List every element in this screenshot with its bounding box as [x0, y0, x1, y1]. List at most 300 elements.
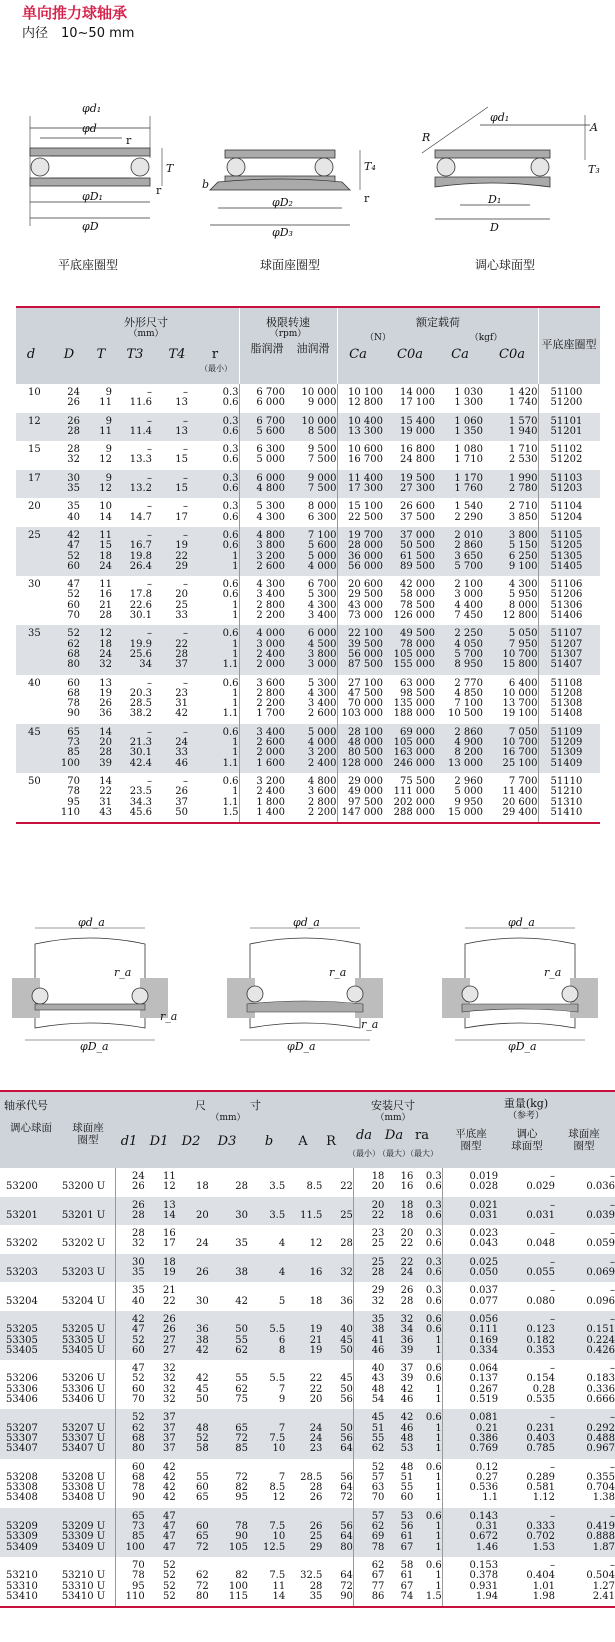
- cell-o: 5 000 4 000 3 200 2 400: [285, 724, 337, 773]
- cell-ca: 11 400 17 300: [337, 470, 383, 499]
- cell-ca: 22 100 39 500 56 000 87 500: [337, 625, 383, 674]
- cell-c2: 53200 U: [61, 1181, 106, 1193]
- cell-T4: – 19 22 29: [152, 527, 188, 576]
- cell-R: 56 64 72: [340, 1471, 353, 1504]
- cell-w3: – 0.292 0.488 0.967: [555, 1409, 615, 1458]
- cell-T: 9 12: [80, 470, 112, 499]
- cell-T: 9 11: [80, 413, 112, 442]
- cell-T3: – 20.3 28.5 38.2: [129, 677, 152, 720]
- cell-w2: – 0.080: [526, 1285, 555, 1307]
- col-b: b: [264, 1134, 274, 1149]
- col-T3: T3: [126, 347, 144, 362]
- cell-D: 70 78 95 110: [60, 775, 80, 818]
- table-row: [0, 1254, 615, 1283]
- speed-title: 极限转速: [266, 316, 310, 329]
- cell-T4: – 22 28 37: [152, 625, 188, 674]
- col-c0a-n: C0a: [397, 347, 423, 362]
- cell-T3: – 21.3 30.1 42.4: [112, 724, 152, 773]
- cell-c0k: 1 420 1 740: [508, 387, 538, 409]
- cell-D1: 42 42 42 42: [162, 1461, 176, 1504]
- cell-g: 4 000 3 000 2 400 2 000: [239, 625, 285, 674]
- cell-c1: 53209 53309 53409: [0, 1508, 56, 1557]
- cell-D: 60 68 78 90: [67, 677, 80, 720]
- cell-D2: 42 45 50: [196, 1373, 209, 1406]
- cell-d: 25: [16, 527, 46, 576]
- cell-g: 4 800 3 800 3 200 2 600: [239, 527, 285, 576]
- cell-d: 20: [28, 501, 41, 513]
- cell-da: 18 20: [353, 1168, 384, 1197]
- cell-w2: – 0.289 0.581 1.12: [526, 1461, 555, 1504]
- cell-Da: 42 46 48 53: [384, 1409, 413, 1458]
- cell-D: 26 28: [46, 413, 80, 442]
- col-D1: D1: [149, 1134, 169, 1149]
- label-r-top: r: [126, 134, 132, 147]
- cell-ra: 0.6 1 1 1: [425, 1461, 442, 1504]
- cell-ck: 1 030 1 300: [454, 387, 483, 409]
- label-Da-1: φD_a: [80, 1040, 109, 1053]
- label-T3: T₃: [588, 163, 600, 176]
- cell-D2: 20: [176, 1197, 209, 1226]
- cell-o: 9 500 7 500: [307, 444, 337, 466]
- table-row: [0, 1282, 615, 1311]
- table-row: [0, 1508, 615, 1557]
- load-unit-kgf: （kgf）: [469, 333, 503, 343]
- cell-D: 35 40: [67, 501, 80, 523]
- cell-r: 0.6 0.6 1 1: [188, 527, 239, 576]
- cell-D1: 52 52 52 52: [162, 1559, 176, 1602]
- cell-ck: 2 010 2 860 3 650 5 700: [435, 527, 483, 576]
- cell-c0a: 49 500 78 000 105 000 155 000: [383, 625, 435, 674]
- weight-note: （参考）: [507, 1111, 544, 1121]
- table-row: [0, 1311, 615, 1360]
- cell-T4: – 24 33 46: [152, 724, 188, 773]
- cell-T: 13 19 26 36: [99, 677, 112, 720]
- cell-o: 6 700 5 300 4 300 3 400: [307, 579, 337, 622]
- cell-Da: 58 61 67 74: [400, 1559, 414, 1602]
- cell-D3: 30: [209, 1197, 248, 1226]
- cell-c2: 53206 U 53306 U 53406 U: [61, 1373, 106, 1406]
- cell-c0a: 26 600 37 500: [400, 501, 435, 523]
- cell-A: 24 24 23: [285, 1409, 322, 1458]
- cell-g: 6 700 6 000: [239, 384, 285, 413]
- cell-da: 40 43 48 54: [353, 1360, 384, 1409]
- cell-ck: 1 540 2 290: [454, 501, 483, 523]
- cell-A: 16: [285, 1254, 322, 1283]
- table-row: [16, 625, 600, 674]
- col-d1: d1: [120, 1134, 138, 1149]
- cell-w1: 0.023 0.043: [442, 1225, 498, 1254]
- table-row: [16, 498, 600, 527]
- cell-Da: 22 24: [384, 1254, 413, 1283]
- cell-c2: 53201 U: [56, 1197, 116, 1226]
- cell-c1: 53202: [6, 1238, 38, 1250]
- cell-d1: 30 35: [116, 1254, 145, 1283]
- col-code-self: 调心球面: [10, 1122, 52, 1134]
- dims-title: 外形尺寸: [124, 316, 168, 329]
- cell-da: 25 28: [353, 1254, 384, 1283]
- cell-Da: 53 56 61 67: [384, 1508, 413, 1557]
- col-d: d: [26, 347, 36, 362]
- cell-c0a: 63 000 98 500 135 000 188 000: [393, 677, 435, 720]
- cell-code: 51103 51203: [538, 470, 600, 499]
- table-row: [0, 1557, 615, 1606]
- label-da-2: φd_a: [293, 916, 320, 929]
- label-b: b: [202, 178, 210, 191]
- cell-ca: 10 100 12 800: [337, 384, 383, 413]
- note-ra: （最大）: [406, 1149, 438, 1158]
- cell-D2: 24: [196, 1238, 209, 1250]
- cell-code: 51106 51206 51306 51406: [538, 576, 600, 625]
- cell-A: 28.5 28 26: [300, 1471, 323, 1504]
- cell-D: 42 47 52 60: [46, 527, 80, 576]
- cell-D3: 65 72 85: [209, 1409, 248, 1458]
- cell-ca: 27 100 47 500 70 000 103 000: [337, 675, 383, 724]
- cell-D3: 35: [235, 1238, 249, 1250]
- col-T: T: [96, 347, 106, 362]
- col-weight-spherical: 球面座 圈型: [568, 1128, 600, 1152]
- cell-T: 11 16 21 28: [99, 579, 112, 622]
- cell-g: 4 300 3 400 2 800 2 200: [239, 576, 285, 625]
- cell-c0k: 7 050 10 700 16 700 25 100: [483, 724, 538, 773]
- cell-ca: 29 000 49 000 97 500 147 000: [337, 773, 383, 822]
- cell-T3: – 17.8 22.6 30.1: [129, 579, 152, 622]
- cell-d1: 26 28: [116, 1197, 145, 1226]
- cell-ra: 0.3 0.6: [425, 1285, 442, 1307]
- cell-da: 35 38 41 46: [353, 1311, 384, 1360]
- cell-D: 30 35: [46, 470, 80, 499]
- table-row: [16, 527, 600, 576]
- cell-A: 19 21 19: [285, 1311, 322, 1360]
- cell-c0k: 5 050 7 950 10 700 15 800: [483, 625, 538, 674]
- table-row: [0, 1409, 615, 1458]
- cell-b: 7 8.5 12: [269, 1471, 286, 1504]
- col-T4: T4: [168, 347, 186, 362]
- cell-D1: 13 14: [145, 1197, 176, 1226]
- cell-w3: – 0.504 1.27 2.41: [586, 1559, 615, 1602]
- cell-da: 29 32: [353, 1282, 384, 1311]
- cell-d1: 60 68 78 90: [116, 1459, 145, 1508]
- cell-c0a: 16 800 24 800: [400, 444, 435, 466]
- mount-unit: （mm）: [375, 1113, 411, 1123]
- cell-T3: – 23.5 34.3 45.6: [129, 775, 152, 818]
- note-da: （最小）: [348, 1149, 380, 1158]
- cell-ca: 10 600 16 700: [337, 441, 383, 470]
- cell-Da: 20 22: [400, 1228, 414, 1250]
- cell-w3: – 0.039: [555, 1197, 615, 1226]
- col-Da: Da: [384, 1128, 404, 1143]
- cell-c0k: 3 800 5 150 6 250 9 100: [483, 527, 538, 576]
- cell-r: 0.3 0.6: [188, 470, 239, 499]
- cell-Da: 37 39 42 46: [400, 1363, 414, 1406]
- cell-d1: 47 52 60 70: [116, 1360, 145, 1409]
- table-row: [16, 724, 600, 773]
- caption-spherical-seat: 球面座圈型: [259, 258, 321, 272]
- cell-b: 7 7.5 10: [248, 1409, 285, 1458]
- cell-da: 62 67 77 86: [353, 1557, 384, 1606]
- cell-D1: 47 47 47 47: [145, 1508, 176, 1557]
- cell-r: 0.3 0.6: [222, 444, 239, 466]
- col-code: 平底座圈型: [541, 338, 597, 351]
- cell-A: 11.5: [285, 1197, 322, 1226]
- cell-D: 47 52 60 70: [67, 579, 80, 622]
- cell-o: 10 000 9 000: [301, 387, 337, 409]
- cell-D3: 82 100 115: [228, 1570, 249, 1602]
- caption-self-aligning: 调心球面型: [474, 258, 536, 272]
- cell-w1: 0.12 0.27 0.536 1.1: [442, 1459, 498, 1508]
- cell-d1: 65 73 85 100: [116, 1508, 145, 1557]
- cell-da: 20 22: [353, 1197, 384, 1226]
- cell-code: 51104 51204: [538, 498, 600, 527]
- label-ra-2b: r_a: [361, 1018, 379, 1031]
- cell-d: 50: [28, 775, 41, 787]
- table1-header: [16, 306, 600, 384]
- cell-c0k: 1 990 2 780: [483, 470, 538, 499]
- cell-ck: 2 860 4 900 8 200 13 000: [435, 724, 483, 773]
- cell-A: 12: [309, 1238, 323, 1250]
- cell-R: 56 64 80: [322, 1508, 353, 1557]
- table-row: [0, 1459, 615, 1508]
- cell-c1: 53208 53308 53408: [6, 1471, 38, 1504]
- cell-code: 51101 51201: [538, 413, 600, 442]
- table-flat-seat: [16, 306, 600, 824]
- cell-D2: 30: [196, 1295, 209, 1307]
- cell-D3: 78 90 105: [209, 1508, 248, 1557]
- cell-T4: – 13: [175, 387, 188, 409]
- cell-D1: 32 32 32 32: [162, 1363, 176, 1406]
- label-r-bottom: r: [156, 184, 162, 197]
- cell-ra: 0.3 0.6: [413, 1254, 442, 1283]
- cell-da: 57 62 69 78: [353, 1508, 384, 1557]
- label-A: A: [590, 121, 598, 134]
- cell-w1: 0.037 0.077: [442, 1282, 498, 1311]
- cell-c2: 53205 U 53305 U 53405 U: [56, 1311, 116, 1360]
- cell-T: 12 18 24 32: [80, 625, 112, 674]
- col-r: r: [211, 347, 219, 362]
- cell-ra: 0.3 0.6: [413, 1197, 442, 1226]
- cell-w1: 0.064 0.137 0.267 0.519: [442, 1360, 498, 1409]
- cell-c0a: 14 000 17 100: [400, 387, 435, 409]
- cell-c1: 53206 53306 53406: [6, 1373, 38, 1406]
- cell-r: 0.6 1 1 1.1: [222, 677, 239, 720]
- cell-b: 3.5: [269, 1181, 286, 1193]
- cell-b: 7.5 10 12.5: [248, 1508, 285, 1557]
- label-T: T: [166, 162, 174, 175]
- cell-ck: 1 080 1 710: [454, 444, 483, 466]
- label-D2: φD₂: [272, 196, 293, 209]
- cell-c1: 53201: [0, 1197, 56, 1226]
- cell-c0a: 69 000 105 000 163 000 246 000: [383, 724, 435, 773]
- cell-ra: 0.6 0.6 1 1: [413, 1311, 442, 1360]
- cell-c2: 53203 U: [56, 1254, 116, 1283]
- cell-Da: 18 18: [384, 1197, 413, 1226]
- label-d: φd: [82, 122, 97, 135]
- cell-R: 45 50 56: [340, 1373, 353, 1406]
- col-weight-self: 调心 球面型: [511, 1128, 543, 1152]
- cell-T: 9 12: [99, 444, 112, 466]
- cell-D2: 18: [196, 1181, 209, 1193]
- cell-R: 32: [322, 1254, 353, 1283]
- cell-code: 51105 51205 51305 51405: [538, 527, 600, 576]
- cell-T4: – 26 37 50: [175, 775, 188, 818]
- cell-g: 3 200 2 400 1 800 1 400: [239, 773, 285, 822]
- cell-code: 51108 51208 51308 51408: [538, 675, 600, 724]
- caption-flat-seat: 平底座圈型: [57, 258, 119, 272]
- cell-w1: 0.021 0.031: [442, 1197, 498, 1226]
- cell-c0a: 37 000 50 500 61 500 89 500: [383, 527, 435, 576]
- cell-R: 64 72 90: [340, 1570, 353, 1602]
- cell-D2: 36 38 42: [176, 1311, 209, 1360]
- cell-D: 52 62 68 80: [46, 625, 80, 674]
- cell-D1: 26 26 27 27: [145, 1311, 176, 1360]
- cell-D2: 48 52 58: [176, 1409, 209, 1458]
- cell-o: 5 300 4 300 3 400 2 600: [307, 677, 337, 720]
- col-grease: 脂润滑: [250, 342, 284, 355]
- cell-ck: 2 250 4 050 5 700 8 950: [435, 625, 483, 674]
- cell-T: 9 11: [99, 387, 112, 409]
- load-unit-n: （N）: [365, 333, 391, 343]
- cell-D: 65 73 85 100: [46, 724, 80, 773]
- cell-r: 0.6 1 1 1.1: [188, 724, 239, 773]
- cell-d: 35: [16, 625, 46, 674]
- cell-ra: 0.6 1 1 1: [413, 1409, 442, 1458]
- cell-o: 10 000 8 500: [285, 413, 337, 442]
- cell-o: 7 100 5 600 5 000 4 000: [285, 527, 337, 576]
- cell-w3: – 0.069: [555, 1254, 615, 1283]
- label-ra-1b: r_a: [160, 1010, 178, 1023]
- cell-c0k: 1 710 2 530: [508, 444, 538, 466]
- cell-w2: – 0.031: [498, 1197, 555, 1226]
- cell-g: 6 000 4 800: [239, 470, 285, 499]
- cell-T3: – 11.4: [112, 413, 152, 442]
- cell-b: 4: [278, 1238, 286, 1250]
- cell-R: 40 45 50: [322, 1311, 353, 1360]
- cell-c1: 53205 53305 53405: [0, 1311, 56, 1360]
- cell-b: 3.5: [248, 1197, 285, 1226]
- col-D2: D2: [181, 1134, 201, 1149]
- cell-r: 0.6 1 1.1 1.5: [222, 775, 239, 818]
- cell-A: 8.5: [306, 1181, 323, 1193]
- cell-Da: 48 51 55 60: [400, 1461, 414, 1504]
- label-ra-3: r_a: [544, 966, 562, 979]
- cell-c2: 53210 U 53310 U 53410 U: [61, 1570, 106, 1602]
- load-title: 额定载荷: [416, 316, 460, 329]
- label-da-3: φd_a: [508, 916, 535, 929]
- cell-ca: 20 600 29 500 43 000 73 000: [337, 576, 383, 625]
- cell-g: 6 700 5 600: [239, 413, 285, 442]
- cell-D: 24 26: [67, 387, 80, 409]
- cell-R: 22: [340, 1181, 353, 1193]
- col-r-note: （最小）: [200, 364, 232, 373]
- speed-unit: （rpm）: [269, 329, 307, 339]
- cell-T4: – 15: [152, 470, 188, 499]
- page-title: 单向推力球轴承: [22, 4, 128, 22]
- cell-T4: – 17: [175, 501, 188, 523]
- cell-b: 4: [248, 1254, 285, 1283]
- cell-c2: 53204 U: [61, 1295, 106, 1307]
- cell-c0a: 42 000 58 000 78 500 126 000: [393, 579, 435, 622]
- cell-ra: 0.6 1 1 1.5: [425, 1559, 442, 1602]
- cell-d: 30: [28, 579, 41, 591]
- cell-ca: 19 700 28 000 36 000 56 000: [337, 527, 383, 576]
- col-da: da: [355, 1128, 373, 1143]
- cell-ra: 0.6 1 1 1: [413, 1508, 442, 1557]
- col-D: D: [63, 347, 75, 362]
- cell-g: 6 300 5 000: [239, 441, 285, 470]
- label-D: φD: [82, 220, 99, 233]
- cell-code: 51102 51202: [538, 441, 600, 470]
- cell-d1: 42 47 52 60: [116, 1311, 145, 1360]
- label-ra-1: r_a: [114, 966, 132, 979]
- cell-d: 12: [16, 413, 46, 442]
- cell-T4: – 20 25 33: [175, 579, 188, 622]
- cell-R: 28: [340, 1238, 353, 1250]
- cell-c2: 53207 U 53307 U 53407 U: [56, 1409, 116, 1458]
- cell-c1: 53210 53310 53410: [6, 1570, 38, 1602]
- col-c0a-kgf: C0a: [499, 347, 525, 362]
- col-oil: 油润滑: [296, 342, 330, 355]
- cell-d1: 52 62 68 80: [116, 1409, 145, 1458]
- cell-ra: 0.6 0.6 1 1: [425, 1363, 442, 1406]
- cell-d: 15: [28, 444, 41, 456]
- cell-T: 14 22 31 43: [99, 775, 112, 818]
- cell-w1: 0.056 0.111 0.169 0.334: [442, 1311, 498, 1360]
- cell-w3: – 0.059: [586, 1228, 615, 1250]
- cell-g: 3 400 2 600 2 000 1 600: [239, 724, 285, 773]
- label-D1: φD₁: [82, 190, 103, 203]
- label-da-1: φd_a: [78, 916, 105, 929]
- cell-w3: – 0.419 0.888 1.87: [555, 1508, 615, 1557]
- table-row: [16, 470, 600, 499]
- cell-c1: 53203: [0, 1254, 56, 1283]
- table-row: [16, 576, 600, 625]
- cell-r: 0.3 0.6: [222, 501, 239, 523]
- cell-w1: 0.081 0.21 0.386 0.769: [442, 1409, 498, 1458]
- cell-c0k: 2 710 3 850: [508, 501, 538, 523]
- cell-T3: – 16.7 19.8 26.4: [112, 527, 152, 576]
- cell-D3: 42: [235, 1295, 249, 1307]
- cell-T: 10 14: [99, 501, 112, 523]
- col-R: R: [326, 1134, 336, 1149]
- page-subtitle: 内径 10~50 mm: [22, 26, 135, 41]
- cell-d1: 70 78 95 110: [116, 1557, 145, 1606]
- cell-w3: – 0.096: [586, 1285, 615, 1307]
- cell-code: 51100 51200: [538, 384, 600, 413]
- cell-o: 9 000 7 500: [285, 470, 337, 499]
- cell-d1: 24 26: [116, 1168, 145, 1197]
- cell-D2: 62 72 80: [196, 1570, 209, 1602]
- cell-r: 0.3 0.6: [188, 413, 239, 442]
- cell-ck: 1 060 1 350: [435, 413, 483, 442]
- mount-diagram-self-aligning: [440, 916, 600, 1053]
- cell-w2: – 0.029: [526, 1171, 555, 1193]
- cell-ck: 2 770 4 850 7 100 10 500: [448, 677, 483, 720]
- label-D3: φD₃: [272, 226, 293, 239]
- cell-ca: 15 100 22 500: [337, 498, 383, 527]
- cell-A: 18: [309, 1295, 323, 1307]
- cell-g: 3 600 2 800 2 200 1 700: [239, 675, 285, 724]
- cell-b: 5.5 6 8: [248, 1311, 285, 1360]
- cell-d1: 28 32: [116, 1225, 145, 1254]
- cell-d: 10: [28, 387, 41, 398]
- cell-r: 0.6 0.6 1 1: [222, 579, 239, 622]
- cell-D1: 16 17: [162, 1228, 176, 1250]
- cell-T4: – 15: [175, 444, 188, 466]
- cell-A: 26 25 29: [285, 1508, 322, 1557]
- cell-D2: 55 60 65: [196, 1471, 209, 1504]
- cell-R: 50 56 64: [322, 1409, 353, 1458]
- bearing-diagram-spherical-seat: [200, 130, 400, 240]
- cell-ck: 2 100 3 000 4 400 7 450: [454, 579, 483, 622]
